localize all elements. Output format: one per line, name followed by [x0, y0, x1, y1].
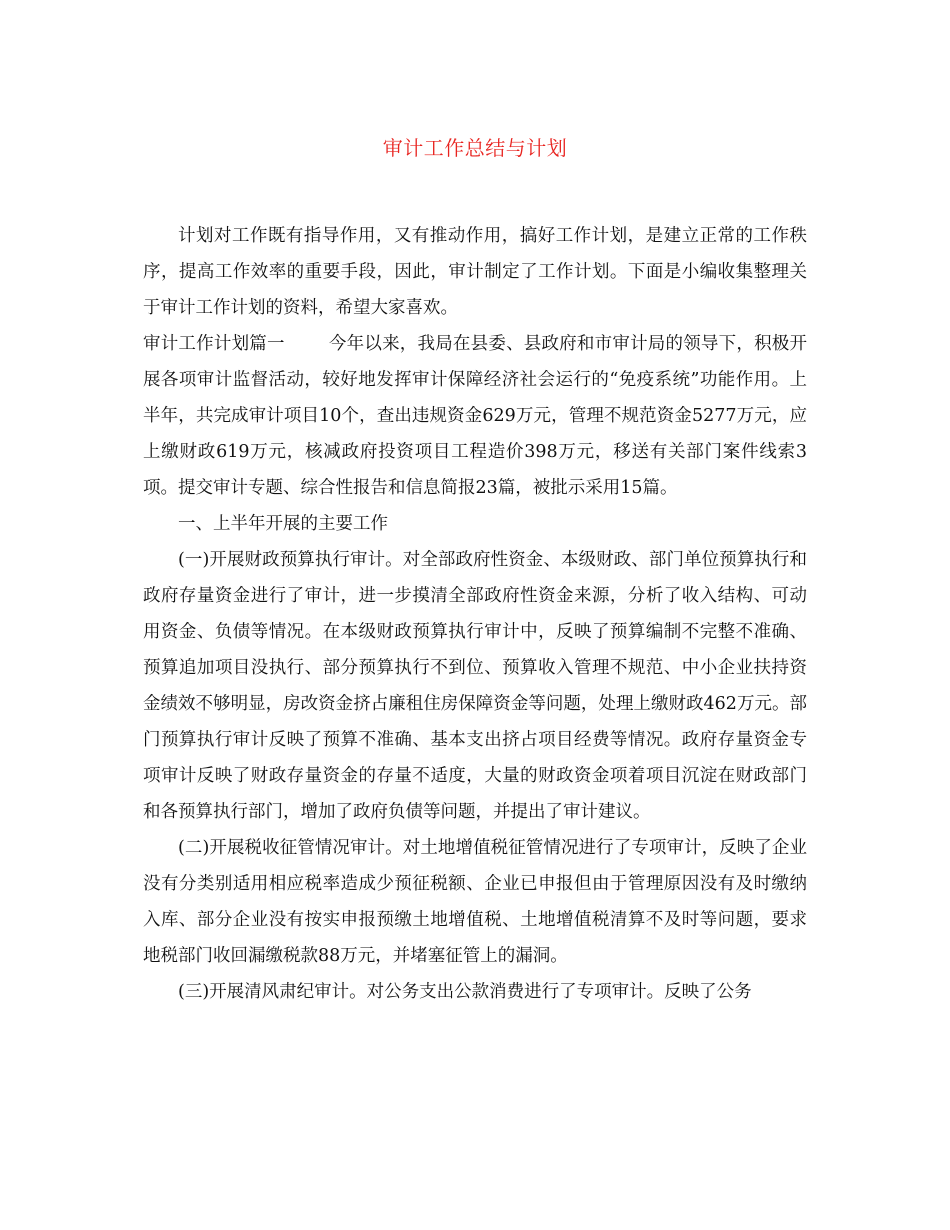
document-body: [143, 218, 807, 1010]
paragraph-discipline-audit: (三)开展清风肃纪审计。对公务支出公款消费进行了专项审计。反映了公务: [178, 982, 752, 1002]
section-label: 审计工作计划篇一: [143, 334, 285, 354]
intro-paragraph: 计划对工作既有指导作用，又有推动作用，搞好工作计划，是建立正常的工作秩序，提高工作效率的重要手段，因此，审计制定了工作计划。下面是小编收集整理关于审计工作计划的资料，希望大家喜欢。: [143, 226, 807, 318]
paragraph-budget-audit: (一)开展财政预算执行审计。对全部政府性资金、本级财政、部门单位预算执行和政府存量资金进行了审计，进一步摸清全部政府性资金来源，分析了收入结构、可动用资金、负债等情况。在本级财政预算执行审计中，反映了预算编制不完整不准确、预算追加项目没执行、部分预算执行不到位、预算收入管理不规范、中小企业扶持资金绩效不够明显，房改资金挤占廉租住房保障资金等问题，处理上缴财政462万元。部门预算执行审计反映了预算不准确、基本支出挤占项目经费等情况。政府存量资金专项审计反映了财政存量资金的存量不适度，大量的财政资金项着项目沉淀在财政部门和各预算执行部门，增加了政府负债等问题，并提出了审计建议。: [143, 550, 807, 822]
document-title: 审计工作总结与计划: [382, 136, 568, 160]
paragraph-tax-audit: (二)开展税收征管情况审计。对土地增值税征管情况进行了专项审计，反映了企业没有分类别适用相应税率造成少预征税额、企业已申报但由于管理原因没有及时缴纳入库、部分企业没有按实申报预缴土地增值税、土地增值税清算不及时等问题，要求地税部门收回漏缴税款88万元，并堵塞征管上的漏洞。: [143, 838, 807, 966]
section-paragraph: [143, 326, 807, 506]
section-text: 今年以来，我局在县委、县政府和市审计局的领导下，积极开展各项审计监督活动，较好地发挥审计保障经济社会运行的“免疫系统”功能作用。上半年，共完成审计项目10个，查出违规资金629万元，管理不规范资金5277万元，应上缴财政619万元，核减政府投资项目工程造价398万元，移送有关部门案件线索3项。提交审计专题、综合性报告和信息简报23篇，被批示采用15篇。: [143, 334, 808, 498]
heading-main-work: 一、上半年开展的主要工作: [178, 514, 388, 534]
